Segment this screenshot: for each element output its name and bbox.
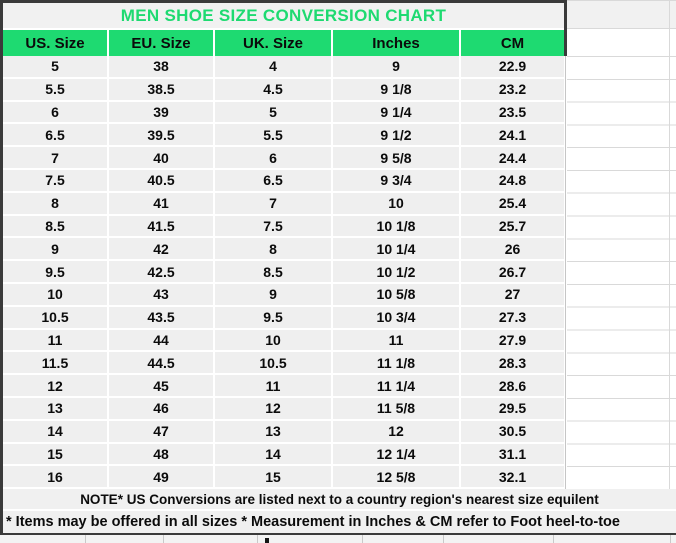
table-cell: 45 [109, 375, 215, 396]
table-row [3, 352, 564, 375]
table-cell: 14 [3, 421, 109, 442]
table-cell: 27 [461, 284, 564, 305]
empty-cell-top-right [567, 0, 676, 29]
table-cell: 9.5 [3, 261, 109, 282]
table-cell: 6 [3, 102, 109, 123]
clipped-text-fragment [265, 538, 269, 543]
column-header: CM [461, 30, 564, 56]
table-cell: 49 [109, 466, 215, 487]
table-cell: 7 [215, 193, 333, 214]
table-cell: 29.5 [461, 398, 564, 419]
table-cell: 26.7 [461, 261, 564, 282]
column-header: US. Size [3, 30, 109, 56]
note-measurement: * Items may be offered in all sizes * Measurement in Inches & CM refer to Foot heel-to-toe [3, 511, 676, 533]
table-body [3, 56, 564, 489]
gridline [85, 535, 86, 543]
table-cell: 27.3 [461, 307, 564, 328]
table-cell: 43 [109, 284, 215, 305]
table-cell: 6.5 [3, 124, 109, 145]
table-row [3, 170, 564, 193]
table-cell: 28.3 [461, 352, 564, 373]
table-cell: 11 1/8 [333, 352, 461, 373]
table-cell: 24.1 [461, 124, 564, 145]
table-cell: 8.5 [3, 216, 109, 237]
table-cell: 4.5 [215, 79, 333, 100]
page-title: MEN SHOE SIZE CONVERSION CHART [120, 5, 447, 25]
table-cell: 10 [3, 284, 109, 305]
table-cell: 10.5 [3, 307, 109, 328]
table-cell: 42 [109, 238, 215, 259]
table-row [3, 102, 564, 125]
table-cell: 10 5/8 [333, 284, 461, 305]
table-cell: 16 [3, 466, 109, 487]
table-row [3, 238, 564, 261]
gridline [362, 535, 363, 543]
table-cell: 12 [333, 421, 461, 442]
table-cell: 5 [3, 56, 109, 77]
table-cell: 5.5 [3, 79, 109, 100]
table-cell: 12 5/8 [333, 466, 461, 487]
table-cell: 38.5 [109, 79, 215, 100]
table-cell: 8 [3, 193, 109, 214]
table-row [3, 284, 564, 307]
table-cell: 9 [3, 238, 109, 259]
table-cell: 8 [215, 238, 333, 259]
table-row [3, 147, 564, 170]
table-cell: 39.5 [109, 124, 215, 145]
table-cell: 47 [109, 421, 215, 442]
table-row [3, 307, 564, 330]
note-size-equivalent: NOTE* US Conversions are listed next to a country region's nearest size equilent [3, 489, 676, 511]
table-row [3, 330, 564, 353]
table-border-left [0, 0, 3, 535]
table-cell: 7.5 [3, 170, 109, 191]
table-cell: 6 [215, 147, 333, 168]
table-cell: 26 [461, 238, 564, 259]
gridline [257, 535, 258, 543]
table-cell: 11 [333, 330, 461, 351]
table-cell: 4 [215, 56, 333, 77]
table-cell: 32.1 [461, 466, 564, 487]
table-cell: 9 [215, 284, 333, 305]
gridline [553, 535, 554, 543]
table-cell: 27.9 [461, 330, 564, 351]
table-cell: 10 1/8 [333, 216, 461, 237]
table-row [3, 124, 564, 147]
next-row-partial [0, 535, 676, 543]
gridline-vertical [669, 0, 670, 489]
table-cell: 12 [3, 375, 109, 396]
table-row [3, 56, 564, 79]
table-cell: 23.2 [461, 79, 564, 100]
table-cell: 44 [109, 330, 215, 351]
table-cell: 43.5 [109, 307, 215, 328]
column-header: UK. Size [215, 30, 333, 56]
table-cell: 9 1/2 [333, 124, 461, 145]
table-cell: 12 [215, 398, 333, 419]
table-cell: 10 1/2 [333, 261, 461, 282]
table-row [3, 444, 564, 467]
table-cell: 11 1/4 [333, 375, 461, 396]
table-cell: 14 [215, 444, 333, 465]
table-cell: 11 [3, 330, 109, 351]
table-row [3, 421, 564, 444]
table-cell: 15 [215, 466, 333, 487]
table-cell: 48 [109, 444, 215, 465]
table-cell: 9 3/4 [333, 170, 461, 191]
table-cell: 10 [215, 330, 333, 351]
gridline [163, 535, 164, 543]
table-cell: 11 [215, 375, 333, 396]
table-cell: 44.5 [109, 352, 215, 373]
gridline [443, 535, 444, 543]
table-cell: 10.5 [215, 352, 333, 373]
table-cell: 28.6 [461, 375, 564, 396]
table-row [3, 79, 564, 102]
table-cell: 13 [3, 398, 109, 419]
table-title-row [3, 3, 564, 29]
column-header: Inches [333, 30, 461, 56]
table-cell: 15 [3, 444, 109, 465]
table-cell: 24.4 [461, 147, 564, 168]
table-row [3, 216, 564, 239]
table-row [3, 375, 564, 398]
table-cell: 30.5 [461, 421, 564, 442]
gridline [670, 535, 671, 543]
table-cell: 23.5 [461, 102, 564, 123]
table-cell: 25.4 [461, 193, 564, 214]
gridline-right [565, 56, 566, 489]
table-cell: 12 1/4 [333, 444, 461, 465]
table-cell: 41.5 [109, 216, 215, 237]
table-cell: 10 [333, 193, 461, 214]
table-cell: 11.5 [3, 352, 109, 373]
table-cell: 9 1/8 [333, 79, 461, 100]
table-border-top [0, 0, 567, 3]
table-cell: 46 [109, 398, 215, 419]
table-cell: 39 [109, 102, 215, 123]
table-cell: 10 3/4 [333, 307, 461, 328]
table-cell: 7 [3, 147, 109, 168]
table-cell: 11 5/8 [333, 398, 461, 419]
table-cell: 42.5 [109, 261, 215, 282]
empty-column [567, 56, 676, 489]
table-header-row [3, 30, 564, 56]
table-cell: 25.7 [461, 216, 564, 237]
table-cell: 6.5 [215, 170, 333, 191]
table-row [3, 261, 564, 284]
table-cell: 8.5 [215, 261, 333, 282]
table-cell: 38 [109, 56, 215, 77]
table-cell: 5.5 [215, 124, 333, 145]
table-cell: 9 5/8 [333, 147, 461, 168]
table-cell: 40.5 [109, 170, 215, 191]
table-cell: 10 1/4 [333, 238, 461, 259]
table-cell: 40 [109, 147, 215, 168]
column-header: EU. Size [109, 30, 215, 56]
table-cell: 5 [215, 102, 333, 123]
table-cell: 13 [215, 421, 333, 442]
table-cell: 31.1 [461, 444, 564, 465]
table-row [3, 193, 564, 216]
table-cell: 22.9 [461, 56, 564, 77]
table-cell: 7.5 [215, 216, 333, 237]
table-cell: 9.5 [215, 307, 333, 328]
table-cell: 9 [333, 56, 461, 77]
table-cell: 9 1/4 [333, 102, 461, 123]
table-row [3, 398, 564, 421]
table-cell: 24.8 [461, 170, 564, 191]
table-cell: 41 [109, 193, 215, 214]
table-row [3, 466, 564, 489]
